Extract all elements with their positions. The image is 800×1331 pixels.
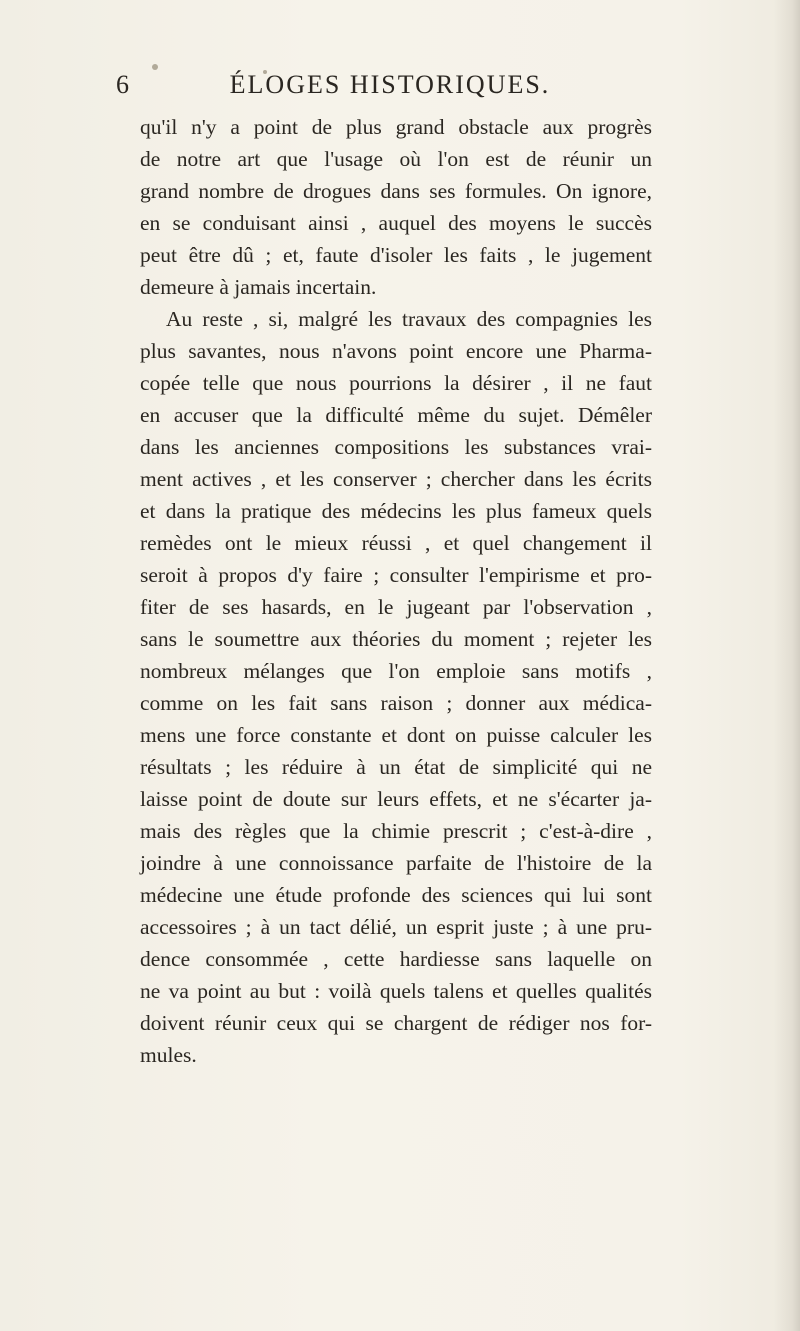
text-line: laisse point de doute sur leurs effets, et ne s'écarter ja- (140, 787, 652, 811)
text-line: ment actives , et les conserver ; chercher dans les écrits (140, 467, 652, 491)
text-line: copée telle que nous pourrions la désirer , il ne faut (140, 371, 652, 395)
text-line: comme on les fait sans raison ; donner aux médica- (140, 691, 652, 715)
page-edge-shadow (774, 0, 800, 1331)
text-line: sans le soumettre aux théories du moment ; rejeter les (140, 627, 652, 651)
text-line: peut être dû ; et, faute d'isoler les faits , le jugement (140, 243, 652, 267)
text-line: joindre à une connoissance parfaite de l'histoire de la (140, 851, 652, 875)
text-line: médecine une étude profonde des sciences qui lui sont (140, 883, 652, 907)
running-title: ÉLOGES HISTORIQUES. (229, 70, 551, 99)
text-line: dans les anciennes compositions les substances vrai- (140, 435, 652, 459)
page-number: 6 (116, 70, 130, 99)
text-line: grand nombre de drogues dans ses formules. On ignore, (140, 179, 652, 203)
text-line: mens une force constante et dont on puisse calculer les (140, 723, 652, 747)
text-line: résultats ; les réduire à un état de simplicité qui ne (140, 755, 652, 779)
text-line: accessoires ; à un tact délié, un esprit juste ; à une pru- (140, 915, 652, 939)
text-line: mais des règles que la chimie prescrit ; c'est-à-dire , (140, 819, 652, 843)
text-line: remèdes ont le mieux réussi , et quel changement il (140, 531, 652, 555)
text-line: en se conduisant ainsi , auquel des moyens le succès (140, 211, 652, 235)
text-line: et dans la pratique des médecins les plus fameux quels (140, 499, 652, 523)
text-line: en accuser que la difficulté même du sujet. Démêler (140, 403, 652, 427)
text-line: doivent réunir ceux qui se chargent de rédiger nos for- (140, 1011, 652, 1035)
text-line: fiter de ses hasards, en le jugeant par l'observation , (140, 595, 652, 619)
text-line: dence consommée , cette hardiesse sans laquelle on (140, 947, 652, 971)
text-line: qu'il n'y a point de plus grand obstacle aux progrès (140, 115, 652, 139)
text-line: ne va point au but : voilà quels talens et quelles qualités (140, 979, 652, 1003)
text-line: nombreux mélanges que l'on emploie sans motifs , (140, 659, 652, 683)
page-header (110, 70, 670, 110)
text-line: Au reste , si, malgré les travaux des compagnies les (166, 307, 652, 331)
text-line: de notre art que l'usage où l'on est de réunir un (140, 147, 652, 171)
body-text (140, 111, 652, 1071)
text-line: seroit à propos d'y faire ; consulter l'empirisme et pro- (140, 563, 652, 587)
paragraph-2 (140, 303, 652, 1071)
paragraph-1 (140, 111, 652, 303)
text-line: mules. (140, 1043, 197, 1067)
text-line: demeure à jamais incertain. (140, 275, 377, 299)
text-line: plus savantes, nous n'avons point encore une Pharma- (140, 339, 652, 363)
